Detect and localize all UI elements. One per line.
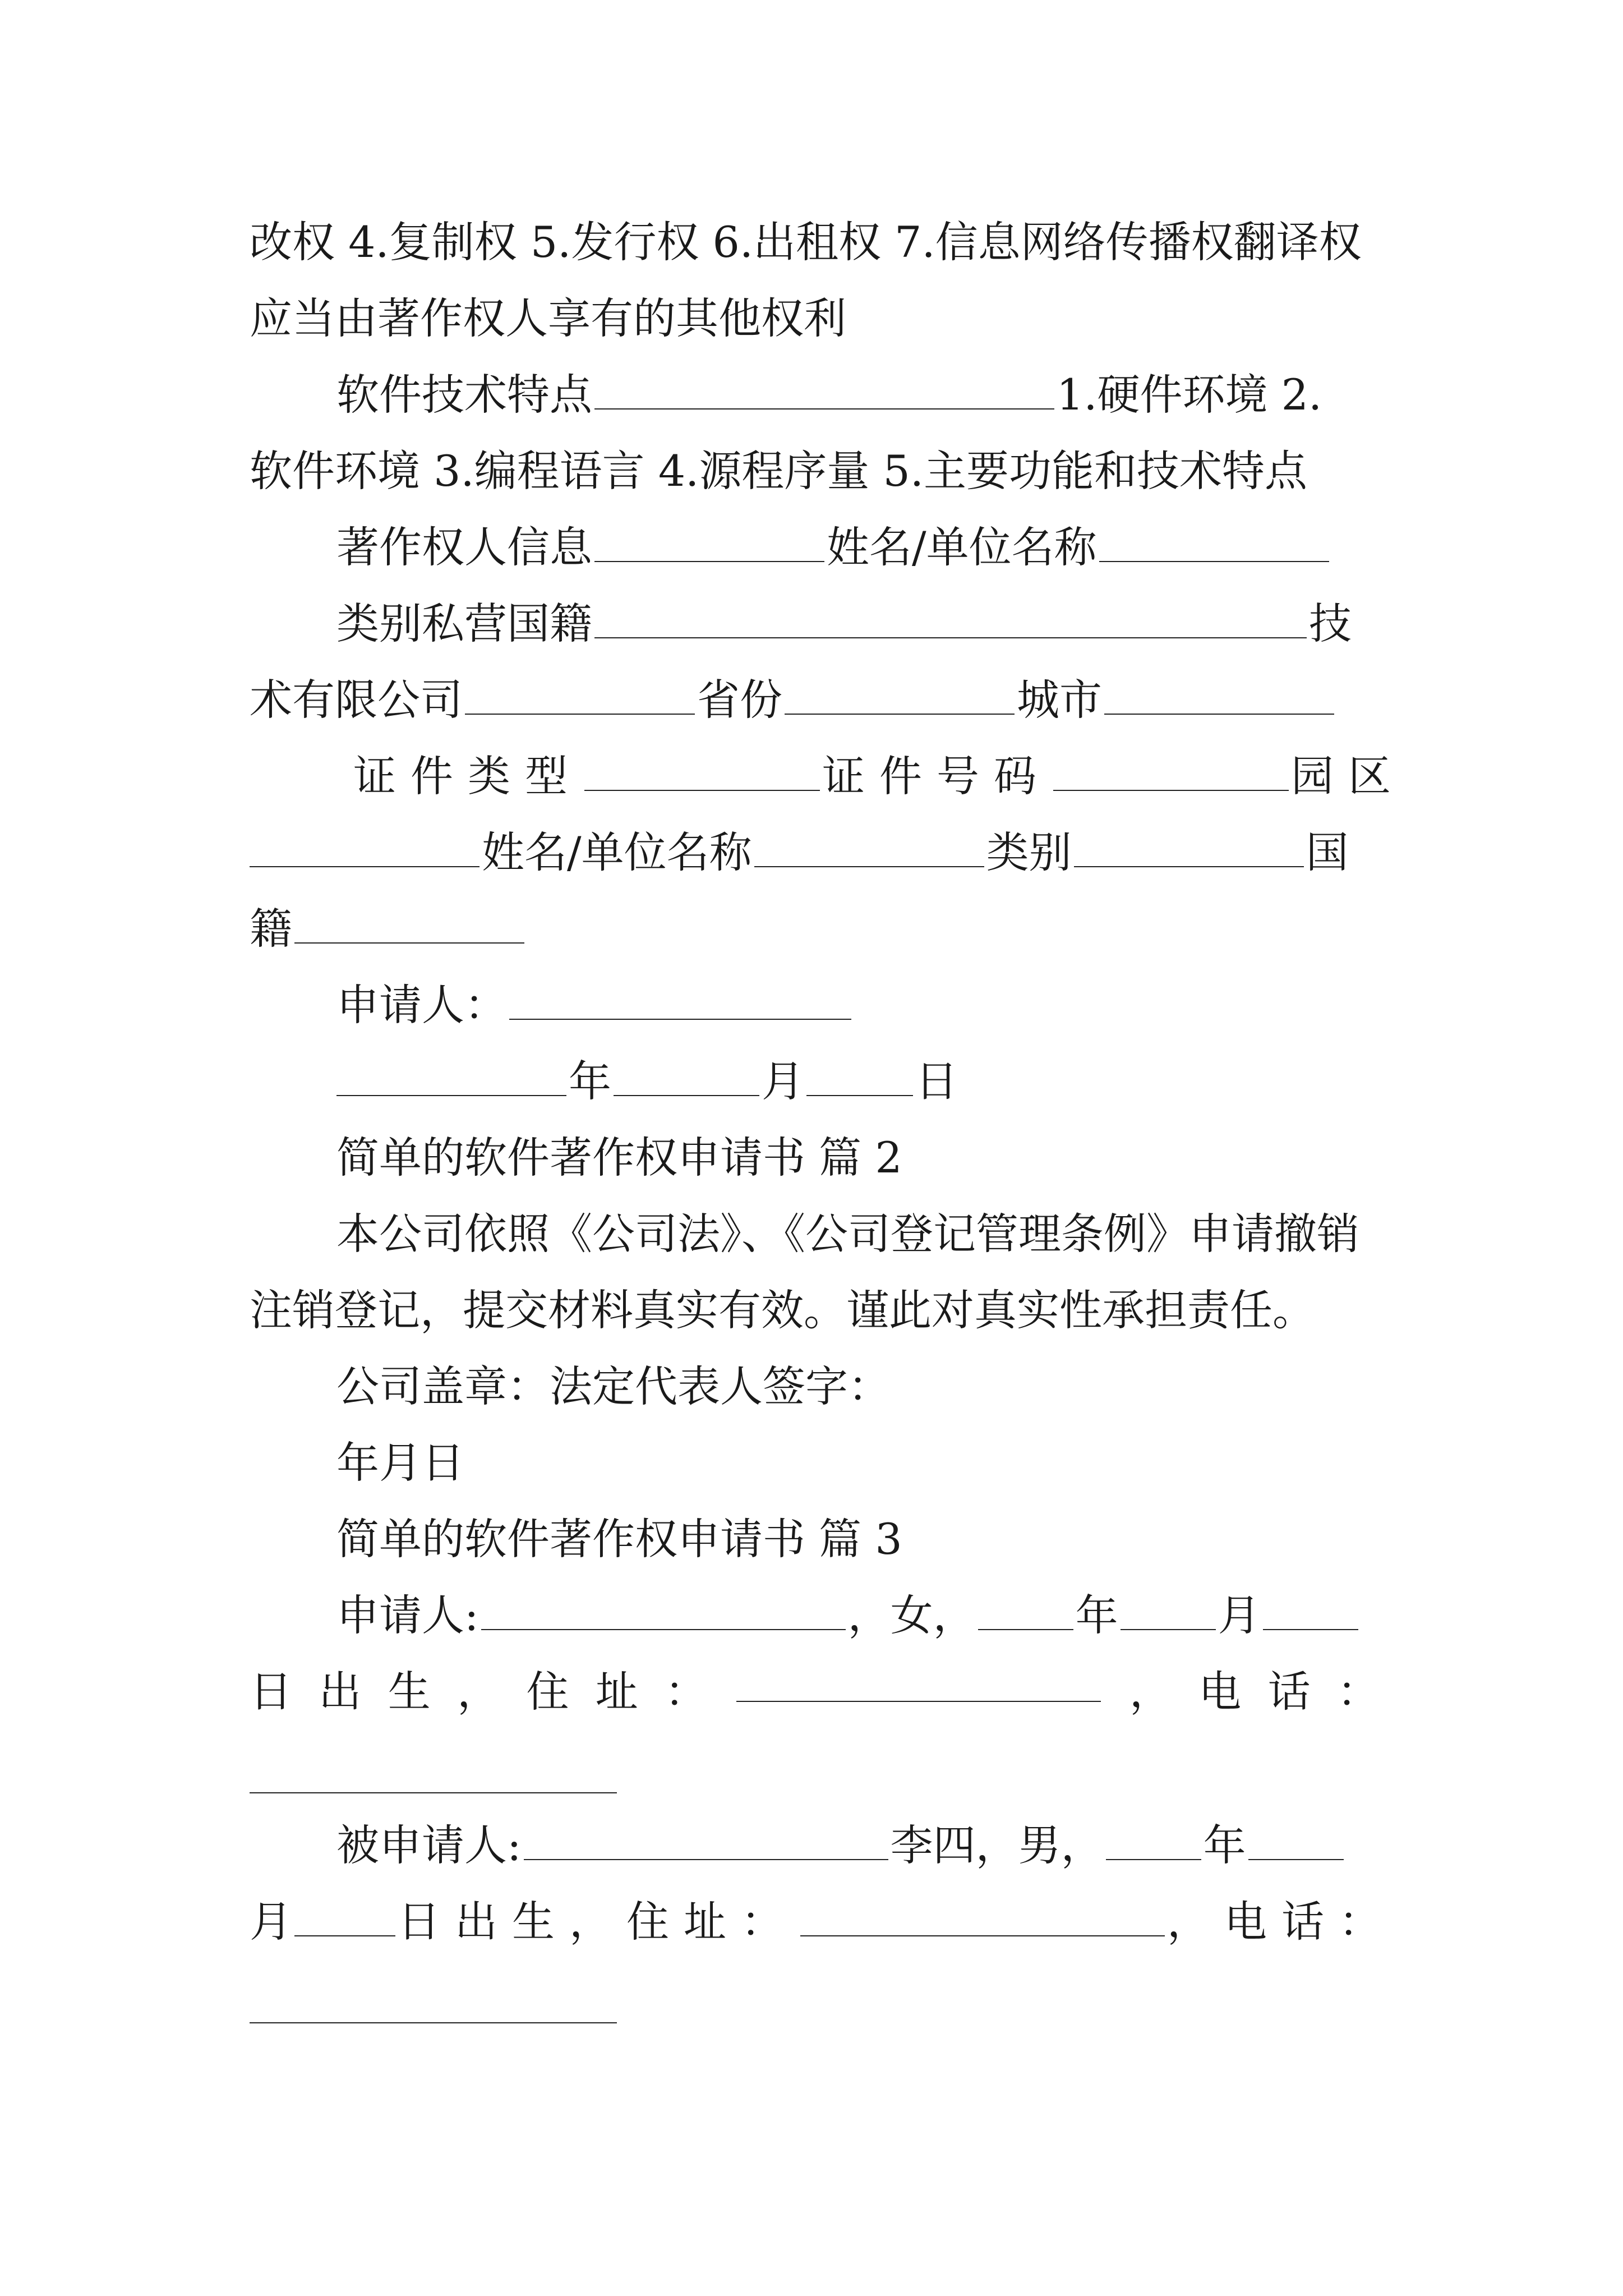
- date-line: [336, 1048, 1380, 1115]
- label: 类别私营国籍: [336, 599, 592, 648]
- text: ：: [665, 1667, 708, 1717]
- text: ，电话：: [1167, 1897, 1396, 1947]
- text: 技: [1309, 599, 1352, 648]
- text-line: [336, 1353, 1380, 1420]
- blank-field: [1074, 823, 1304, 867]
- label: 城市: [1017, 675, 1102, 725]
- blank-field: [250, 1792, 617, 1793]
- text-line: [250, 285, 1380, 352]
- text: 国: [1306, 827, 1349, 877]
- text: 年月日: [336, 1438, 464, 1488]
- text-line: [336, 1429, 1380, 1497]
- label: 日: [915, 1056, 958, 1106]
- text: ，: [457, 1667, 500, 1717]
- label: 月: [250, 1897, 292, 1947]
- text-line: [250, 1277, 1380, 1344]
- text: 出: [319, 1667, 362, 1717]
- label: 类别: [986, 827, 1072, 877]
- blank-field: [978, 1586, 1073, 1630]
- text-line: [336, 972, 1380, 1039]
- blank-field: [614, 1052, 759, 1096]
- blank-field: [250, 823, 479, 867]
- text-line: [336, 590, 1380, 657]
- text-line: [250, 819, 1380, 886]
- blank-field: [1263, 1586, 1358, 1630]
- text-line: [336, 514, 1380, 581]
- text: 住: [526, 1667, 569, 1717]
- blank-field: [1106, 1816, 1201, 1860]
- blank-field: [524, 1816, 888, 1860]
- blank-field: [594, 518, 824, 562]
- blank-field: [594, 595, 1307, 638]
- blank-field: [1121, 1586, 1216, 1630]
- label: 姓名/单位名称: [482, 827, 752, 877]
- text: 软件环境 3.编程语言 4.源程序量 5.主要功能和技术特点: [250, 446, 1308, 496]
- text: 改权 4.复制权 5.发行权 6.出租权 7.信息网络传播权翻译权: [250, 217, 1362, 267]
- blank-field: [800, 1893, 1165, 1936]
- text: 注销登记，提交材料真实有效。谨此对真实性承担责任。: [250, 1285, 1315, 1335]
- text-line: [336, 1582, 1380, 1649]
- text: 电: [1198, 1667, 1242, 1717]
- section-heading: [336, 1506, 1380, 1573]
- blank-field: [754, 823, 984, 867]
- text: 术有限公司: [250, 675, 463, 725]
- blank-field: [336, 1052, 566, 1096]
- label: 被申请人:: [336, 1820, 522, 1870]
- text-line: [250, 438, 1380, 505]
- label: 年: [569, 1056, 611, 1106]
- text-line: [336, 1200, 1380, 1268]
- text: 籍: [250, 904, 292, 954]
- blank-field: [465, 671, 695, 715]
- label: 年: [1203, 1820, 1246, 1870]
- section-heading: [336, 1124, 1380, 1191]
- blank-field: [1099, 518, 1329, 562]
- text-line: [336, 1812, 1380, 1879]
- blank-field: [481, 1586, 846, 1630]
- label: 申请人:: [336, 1590, 479, 1640]
- blank-field: [806, 1052, 913, 1096]
- blank-field: [250, 2022, 617, 2023]
- blank-field: [785, 671, 1015, 715]
- text-line: [250, 1888, 1396, 1955]
- text-line: [250, 895, 1380, 963]
- label: 著作权人信息: [336, 522, 592, 572]
- label: 软件技术特点: [336, 370, 592, 420]
- label: 月: [762, 1056, 804, 1106]
- label: 姓名/单位名称: [827, 522, 1097, 572]
- text: ：: [1336, 1667, 1380, 1717]
- text: 简单的软件著作权申请书 篇 2: [336, 1133, 902, 1182]
- label: 年: [1075, 1590, 1118, 1640]
- blank-field: [1104, 671, 1334, 715]
- blank-field: [294, 1893, 395, 1936]
- blank-field: [584, 747, 820, 791]
- blank-field: [594, 366, 1054, 409]
- text: ，女，: [847, 1590, 976, 1640]
- label: 证件类型: [353, 751, 582, 801]
- text-line: [250, 209, 1380, 276]
- label: 月: [1218, 1590, 1261, 1640]
- text: 址: [595, 1667, 638, 1717]
- text: 1.硬件环境 2.: [1057, 370, 1322, 420]
- text: ，: [1129, 1667, 1172, 1717]
- text: 李四，男，: [890, 1820, 1104, 1870]
- text: 日: [250, 1667, 292, 1717]
- text: 日出生，住址：: [398, 1897, 798, 1947]
- text-line: [353, 743, 1405, 810]
- text: 话: [1267, 1667, 1311, 1717]
- text-line: [250, 666, 1380, 734]
- text-line: [336, 361, 1380, 429]
- text-line: [250, 1658, 1380, 1726]
- label: 园区: [1291, 751, 1405, 801]
- text: 简单的软件著作权申请书 篇 3: [336, 1514, 902, 1564]
- label: 证件号码: [822, 751, 1051, 801]
- blank-field: [294, 900, 524, 944]
- text: 生: [388, 1667, 431, 1717]
- blank-field: [1053, 747, 1289, 791]
- text: 应当由著作权人享有的其他权利: [250, 293, 846, 343]
- blank-field: [736, 1658, 1101, 1702]
- label: 申请人：: [336, 980, 507, 1030]
- label: 省份: [697, 675, 782, 725]
- text: 本公司依照《公司法》、《公司登记管理条例》申请撤销: [336, 1209, 1359, 1259]
- blank-field: [1248, 1816, 1344, 1860]
- blank-field: [509, 976, 851, 1020]
- text: 公司盖章：法定代表人签字：: [336, 1361, 891, 1411]
